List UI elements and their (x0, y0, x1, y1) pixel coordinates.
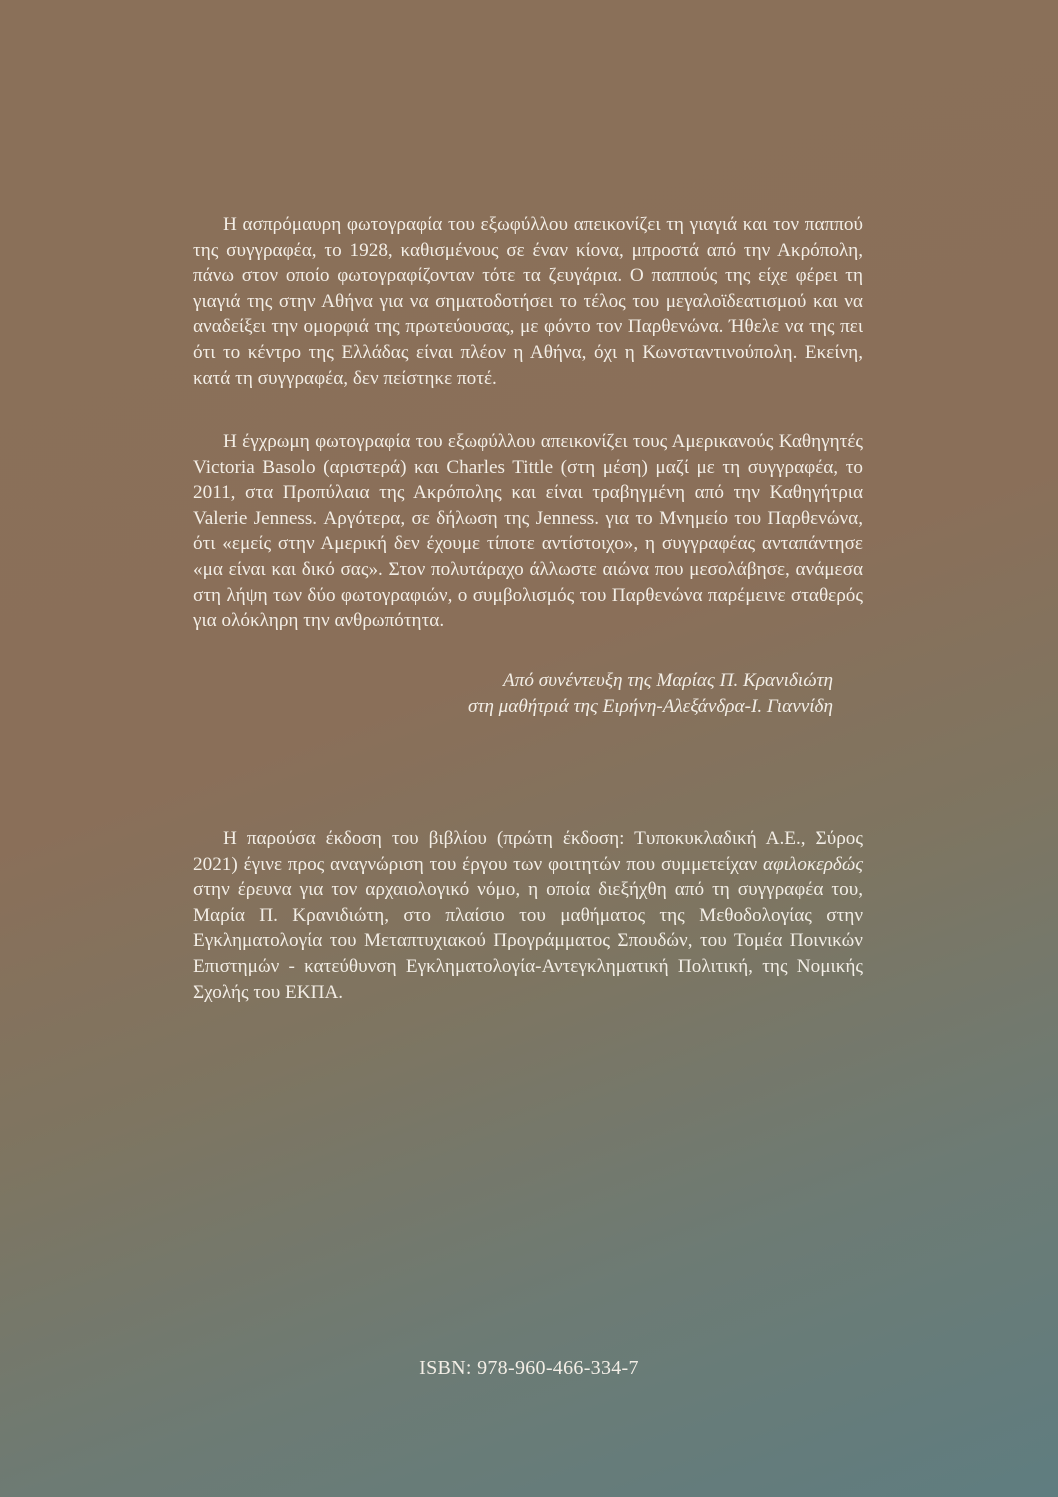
paragraph-2-text: Η έγχρωμη φωτογραφία του εξωφύλλου απεικονίζει τους Αμερικανούς Καθηγητές Victoria Basolo (αριστερά) και Charles Tittle (στη μέση) μαζί με τη συγγραφέα, το 2011, στα Προπύλαια της Ακρόπολης και είναι τραβηγμένη από την Καθηγήτρια Valerie Jenness. Αργότερα, σε δήλωση της Jenness. για το Μνημείο του Παρθενώνα, ότι «εμείς στην Αμερική δεν έχουμε τίποτε αντίστοιχο», η συγγραφέας ανταπάντησε «μα είναι και δικό σας». Στον πολυτάραχο άλλωστε αιώνα που μεσολάβησε, ανάμεσα στη λήψη των δύο φωτογραφιών, ο συμβολισμός του Παρθενώνα παρέμεινε σταθερός για ολόκληρη την ανθρωπότητα. (193, 431, 863, 632)
paragraph-1-text: Η ασπρόμαυρη φωτογραφία του εξωφύλλου απεικονίζει τη γιαγιά και τον παππού της συγγραφέα, το 1928, καθισμένους σε έναν κίονα, μπροστά από την Ακρόπολη, πάνω στον οποίο φωτογραφίζονταν τότε τα ζευγάρια. Ο παππούς της είχε φέρει τη γιαγιά της στην Αθήνα για να σηματοδοτήσει το τέλος του μεγαλοϊδεατισμού και να αναδείξει την ομορφιά της πρωτεύουσας, με φόντο τον Παρθενώνα. Ήθελε να της πει ότι το κέντρο της Ελλάδας είναι πλέον η Αθήνα, όχι η Κωνσταντινούπολη. Εκείνη, κατά τη συγγραφέα, δεν πείστηκε ποτέ. (193, 214, 863, 389)
cover-photo-bw-description (193, 212, 863, 391)
isbn: ISBN: 978-960-466-334-7 (419, 1357, 639, 1379)
edition-note-text-2: στην έρευνα για τον αρχαιολογικό νόμο, η οποία διεξήχθη από τη συγγραφέα του, Μαρία Π. Κρανιδιώτη, στο πλαίσιο του μαθήματος της Μεθοδολογίας στην Εγκληματολογία του Μεταπτυχιακού Προγράμματος Σπουδών, του Τομέα Ποινικών Επιστημών - κατεύθυνση Εγκληματολογία-Αντεγκληματική Πολιτική, της Νομικής Σχολής του ΕΚΠΑ. (193, 879, 863, 1003)
attribution-line-1: Από συνέντευξη της Μαρίας Π. Κρανιδιώτη (503, 670, 833, 691)
attribution-line-2: στη μαθήτριά της Ειρήνη-Αλεξάνδρα-Ι. Γιαννίδη (468, 695, 833, 717)
edition-note (193, 826, 863, 1005)
interview-attribution (193, 668, 833, 719)
cover-photo-color-description (193, 429, 863, 634)
edition-note-text-1: Η παρούσα έκδοση του βιβλίου (πρώτη έκδοση: Τυποκυκλαδική Α.Ε., Σύρος 2021) έγινε προς αναγνώριση του έργου των φοιτητών που συμμετείχαν (193, 828, 863, 875)
edition-note-emphasis: αφιλοκερδώς (763, 853, 863, 875)
